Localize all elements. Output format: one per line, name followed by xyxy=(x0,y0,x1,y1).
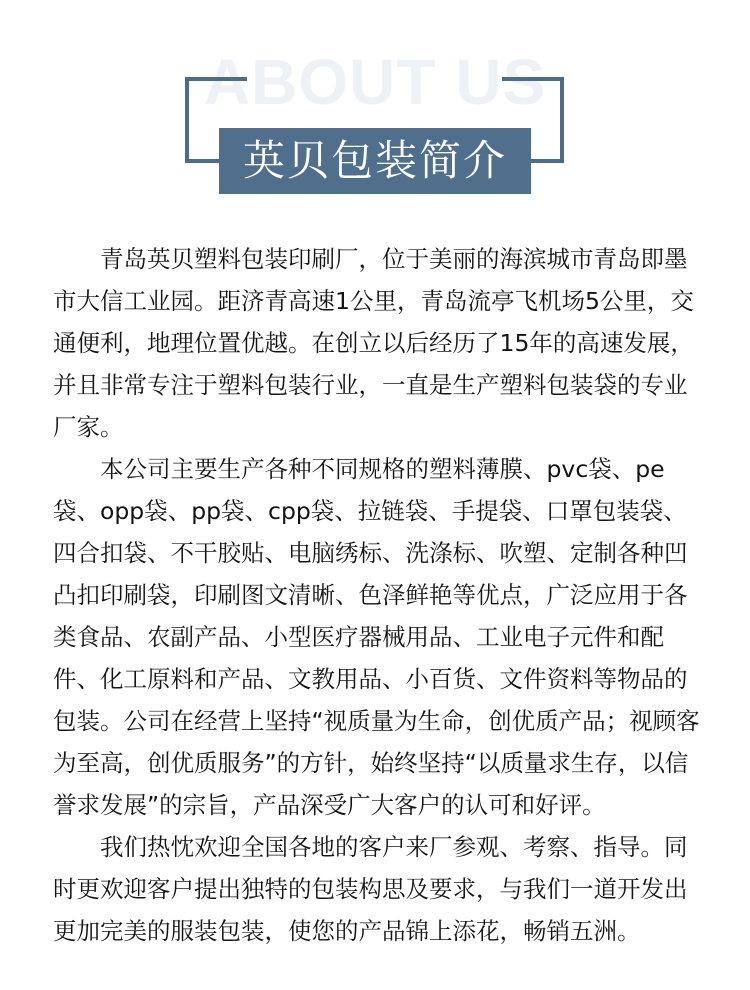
about-header xyxy=(0,0,750,210)
about-us-watermark: ABOUT US xyxy=(203,46,547,118)
page-title: 英贝包装简介 xyxy=(242,136,507,185)
title-banner xyxy=(219,128,531,194)
intro-paragraph-3: 我们热忱欢迎全国各地的客户来厂参观、考察、指导。同时更欢迎客户提出独特的包装构思及要求，与我们一道开发出更加完美的服装包装，使您的产品锦上添花，畅销五洲。 xyxy=(53,833,688,945)
intro-body xyxy=(53,238,703,952)
intro-paragraph-1: 青岛英贝塑料包装印刷厂，位于美丽的海滨城市青岛即墨市大信工业园。距济青高速1公里，青岛流亭飞机场5公里，交通便利，地理位置优越。在创立以后经历了15年的高速发展，并且非常专注于塑料包装行业，一直是生产塑料包装袋的专业厂家。 xyxy=(53,245,694,441)
intro-paragraph-2: 本公司主要生产各种不同规格的塑料薄膜、pvc袋、pe袋、opp袋、pp袋、cpp袋、拉链袋、手提袋、口罩包装袋、四合扣袋、不干胶贴、电脑绣标、洗涤标、吹塑、定制各种凹凸扣印刷袋，印刷图文清晰、色泽鲜艳等优点，广泛应用于各类食品、农副产品、小型医疗器械用品、工业电子元件和配件、化工原料和产品、文教用品、小百货、文件资料等物品的包装。公司在经营上坚持“视质量为生命，创优质产品；视顾客为至高，创优质服务”的方针，始终坚持“以质量求生存，以信誉求发展”的宗旨，产品深受广大客户的认可和好评。 xyxy=(53,455,700,819)
